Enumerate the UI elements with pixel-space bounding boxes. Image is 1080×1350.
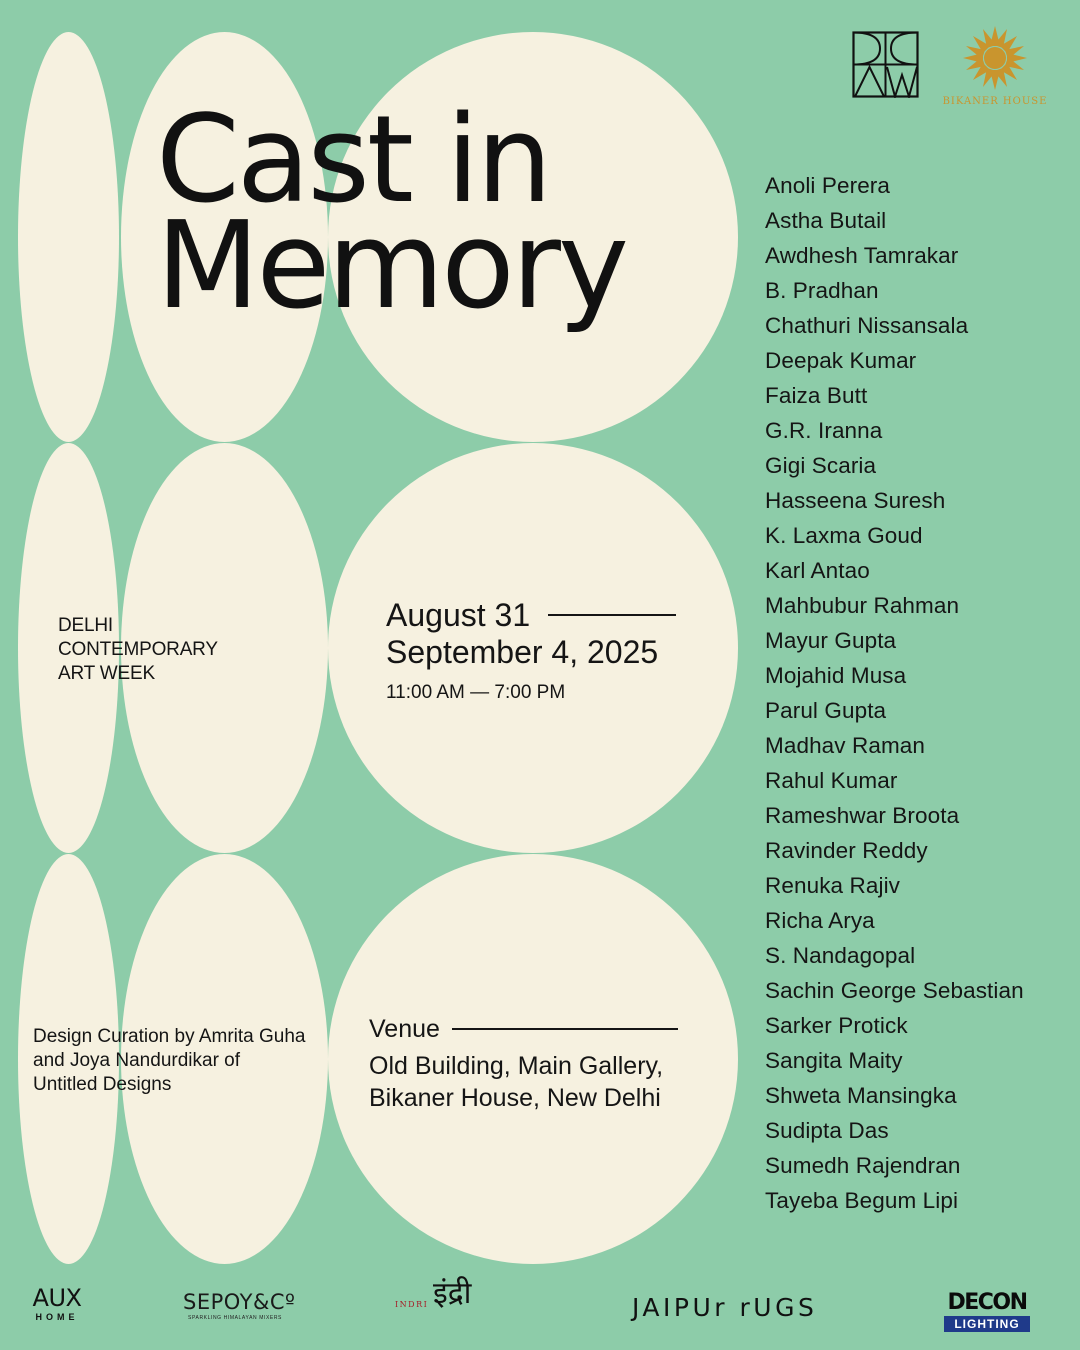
indri-wordmark: INDRI [395,1300,429,1309]
decon-lighting-badge: LIGHTING [944,1316,1030,1332]
artist-name: Madhav Raman [765,733,926,758]
artist-name: G.R. Iranna [765,418,883,443]
artist-name: Hasseena Suresh [765,488,946,513]
venue-block [369,1012,699,1114]
event-dates [386,596,686,704]
event-name [58,614,218,686]
artist-name: Faiza Butt [765,383,868,408]
artist-name: Rameshwar Broota [765,803,960,828]
exhibition-title [156,91,627,336]
artist-name: Tayeba Begum Lipi [765,1188,959,1213]
artist-name: Sachin George Sebastian [765,978,1024,1003]
artist-name: Sumedh Rajendran [765,1153,961,1178]
bikaner-house-wordmark: BIKANER HOUSE [942,96,1048,107]
start-date: August 31 [386,597,531,633]
artist-name: Richa Arya [765,908,875,933]
sepoy-tagline: SPARKLING HIMALAYAN MIXERS [188,1315,282,1321]
artist-name: Shweta Mansingka [765,1083,957,1108]
artist-list [765,168,1024,1218]
dcaw-monogram-icon [852,31,919,98]
artist-name: Ravinder Reddy [765,838,928,863]
curation-credit: Design Curation by Amrita Guha and Joya Nandurdikar of Untitled Designs [33,1026,306,1095]
artist-name: Renuka Rajiv [765,873,901,898]
indri-logo [395,1266,485,1330]
artist-name: Anoli Perera [765,173,891,198]
end-date: September 4, 2025 [386,634,659,670]
artist-name: Astha Butail [765,208,887,233]
artist-name: Mahbubur Rahman [765,593,960,618]
sun-emblem-icon [940,22,1050,92]
artist-name: Karl Antao [765,558,870,583]
ellipse-narrow-top [18,32,119,442]
artist-name: Mayur Gupta [765,628,897,653]
artist-name: K. Laxma Goud [765,523,923,548]
dcaw-logo [852,31,919,98]
sepoy-wordmark: SEPOY&Cº [183,1290,296,1314]
venue-address-line-2: Bikaner House, New Delhi [369,1084,661,1112]
title-line-1: Cast in [156,91,550,230]
aux-home-logo [31,1285,83,1323]
start-date-row [386,596,686,634]
decon-wordmark: DECON [947,1290,1027,1315]
aux-home-subtitle: HOME [35,1312,79,1322]
artist-name: Chathuri Nissansala [765,313,969,338]
venue-heading-row [369,1012,699,1046]
jaipur-rugs-logo: JAIPUr rUGS [632,1293,818,1322]
artist-name: Mojahid Musa [765,663,907,688]
aux-wordmark: AUX [32,1284,82,1312]
opening-hours: 11:00 AM — 7:00 PM [386,682,566,703]
venue-address-line-1: Old Building, Main Gallery, [369,1052,664,1080]
artist-name: Sarker Protick [765,1013,908,1038]
artist-name: Deepak Kumar [765,348,917,373]
venue-label: Venue [369,1015,440,1043]
artist-name: S. Nandagopal [765,943,916,968]
event-name-line-2: CONTEMPORARY [58,639,218,660]
date-divider [548,614,676,616]
artist-name: Parul Gupta [765,698,887,723]
indri-devanagari: इंद्री [433,1276,472,1311]
artist-name: B. Pradhan [765,278,879,303]
event-name-line-1: DELHI [58,615,113,636]
artist-name: Gigi Scaria [765,453,877,478]
event-name-line-3: ART WEEK [58,663,155,684]
decon-lighting-logo [944,1291,1030,1332]
artist-name: Rahul Kumar [765,768,898,793]
artist-name: Awdhesh Tamrakar [765,243,959,268]
sepoy-logo [183,1290,296,1323]
venue-address [369,1050,699,1114]
bikaner-house-logo [940,22,1050,114]
venue-divider [452,1028,678,1030]
title-line-2: Memory [156,197,627,336]
artist-name: Sudipta Das [765,1118,889,1143]
artist-name: Sangita Maity [765,1048,903,1073]
